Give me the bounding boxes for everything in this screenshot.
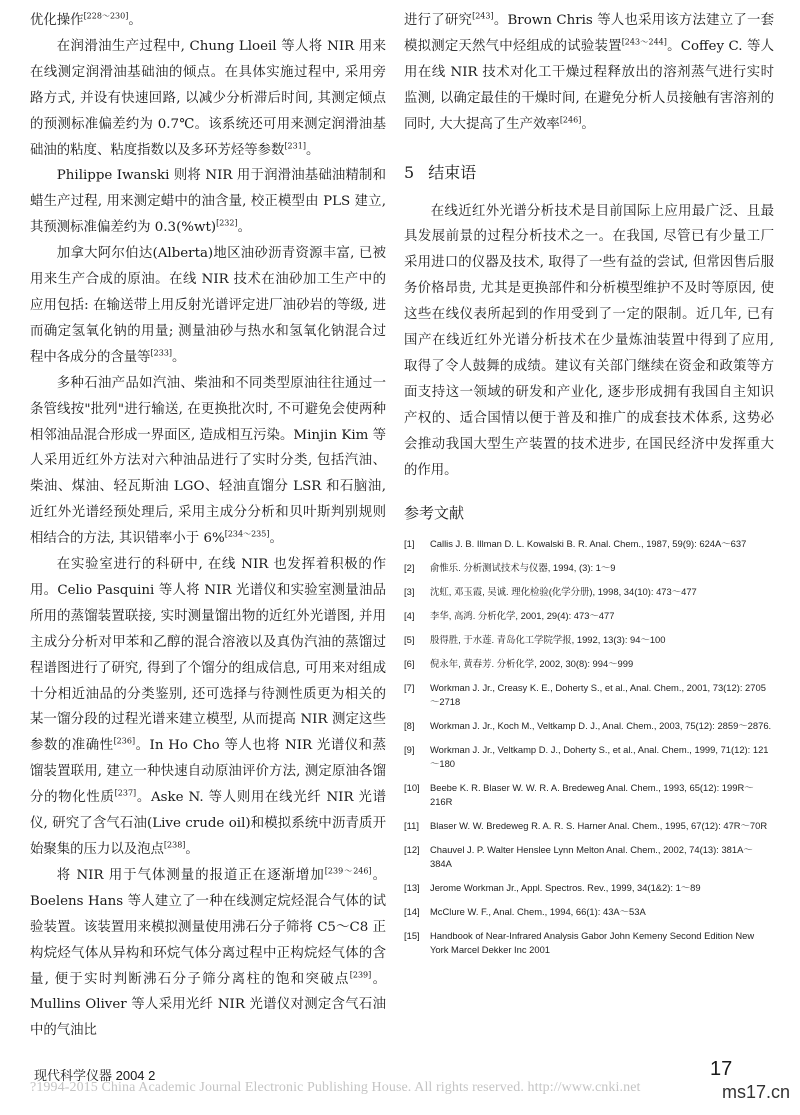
reference-number: [2] [404, 561, 415, 573]
citation-superscript: [237] [114, 788, 137, 798]
reference-text: Beebe K. R. Blaser W. W. R. A. Bredeweg Anal. Chem., 1993, 65(12): 199R～216R [430, 781, 754, 807]
reference-list [404, 537, 774, 957]
paragraph-text: 。 [185, 842, 199, 857]
paragraph-text: 在润滑油生产过程中, Chung Lloeil 等人将 NIR 用来在线测定润滑油基础油的倾点。在具体实施过程中, 采用旁路方式, 并设有快速回路, 以减少分析滞后时间, 其测定倾点的预测标准偏差约为 0.7℃。该系统还可用来测定润滑油基础油的粘度、粘度指数以及多环芳烃等参数 [30, 38, 386, 158]
citation-superscript: [243～244] [621, 37, 667, 47]
citation-superscript: [232] [216, 218, 238, 228]
reference-number: [12] [404, 843, 420, 855]
left-column [30, 8, 386, 1044]
paragraph-text: 。Aske N. 等人则用在线光纤 NIR 光谱仪, 研究了含气石油(Live crude oil)和模拟系统中沥青质开始聚集的压力以及泡点 [30, 790, 387, 857]
reference-number: [1] [404, 537, 415, 549]
reference-number: [11] [404, 819, 419, 831]
right-paragraphs [404, 8, 774, 138]
page-number: 17 [710, 1058, 733, 1080]
paragraph-text: 。 [269, 531, 283, 547]
paragraph-text: 。 [305, 142, 320, 158]
reference-item [404, 537, 774, 551]
reference-number: [15] [404, 929, 420, 941]
paragraph-text: 。In Ho Cho 等人也将 NIR 光谱仪和蒸馏装置联用, 建立一种快速自动原油评价方法, 测定原油各馏分的物化性质 [30, 738, 386, 806]
citation-superscript: [233] [150, 348, 173, 358]
reference-number: [7] [404, 681, 415, 693]
reference-number: [5] [404, 633, 415, 645]
conclusion-paragraph: 在线近红外光谱分析技术是目前国际上应用最广泛、且最具发展前景的过程分析技术之一。在我国, 尽管已有少量工厂采用进口的仪器及技术, 取得了一些有益的尝试, 但常因售后服务价格昂贵, 尤其是更换部件和分析模型维护不及时等原因, 使这些在线仪表所起到的作用受到了一定的限制。近几年, 已有国产在线近红外光谱分析技术在少量炼油装置中得到了应用, 取得了令人鼓舞的成绩。建议有关部门继续在资金和政策等方面支持这一领域的研发和产业化, 逐步形成拥有我国自主知识产权的、适合国情以便于普及和推广的成套技术体系, 这势必会推动我国大型生产装置的技术进步, 在国民经济中发挥重大的作用。 [404, 203, 774, 478]
reference-number: [13] [404, 881, 420, 893]
journal-footer: 现代科学仪器 2004 2 [34, 1068, 156, 1083]
paragraph-text: 。Brown Chris 等人也采用该方法建立了一套模拟测定天然气中烃组成的试验装置 [404, 13, 775, 54]
reference-text: Workman J. Jr., Koch M., Veltkamp D. J., Anal. Chem., 2003, 75(12): 2859～2876. [430, 719, 772, 731]
paragraph-text: 。Coffey C. 等人用在线 NIR 技术对化工干燥过程释放出的溶剂蒸气进行实时监测, 以确定最佳的干燥时间, 在避免分析人员接触有害溶剂的同时, 大大提高了生产效率 [404, 38, 774, 132]
reference-number: [8] [404, 719, 415, 731]
reference-item [404, 681, 774, 709]
paragraph-text: 优化操作 [30, 13, 84, 28]
citation-superscript: [239] [349, 970, 372, 980]
references-heading: 参考文献 [404, 503, 465, 522]
reference-text: Jerome Workman Jr., Appl. Spectros. Rev., 1999, 34(1&2): 1～89 [430, 881, 701, 893]
reference-item [404, 633, 774, 647]
reference-text: 沈虹, 邓玉霞, 吴诚. 理化检验(化学分册), 1998, 34(10): 473～477 [430, 585, 697, 597]
body-paragraph [30, 34, 386, 164]
body-paragraph [404, 8, 774, 138]
reference-number: [4] [404, 609, 415, 621]
paragraph-text: 进行了研究 [404, 13, 473, 28]
right-column [404, 8, 774, 967]
reference-item [404, 929, 774, 957]
paragraph-text: 。Mullins Oliver 等人采用光纤 NIR 光谱仪对测定含气石油中的气油比 [30, 971, 387, 1039]
reference-number: [14] [404, 905, 420, 917]
reference-number: [9] [404, 743, 415, 755]
paragraph-text: 在实验室进行的科研中, 在线 NIR 也发挥着积极的作用。Celio Pasquini 等人将 NIR 光谱仪和实验室测量油品所用的蒸馏装置联接, 实时测量馏出物的近红外光谱图, 并用主成分分析对甲苯和乙醇的混合溶液以及真伪汽油的蒸馏过程谱图进行了研究, 得到了个馏分的组成信息, 可用来对组成十分相近油品的分类鉴别, 还可选择与待测性质更为相关的某一馏分段的过程光谱来建立模型, 从而提高 NIR 测定这些参数的准确性 [30, 557, 386, 754]
citation-superscript: [234～235] [224, 529, 270, 539]
reference-text: 倪永年, 黄春芳. 分析化学, 2002, 30(8): 994～999 [430, 657, 634, 669]
body-paragraph [30, 241, 386, 371]
reference-text: Blaser W. W. Bredeweg R. A. R. S. Harner Anal. Chem., 1995, 67(12): 47R～70R [430, 819, 768, 831]
reference-item [404, 843, 774, 871]
section-heading [404, 160, 774, 183]
reference-text: Handbook of Near-Infrared Analysis Gabor John Kemeny Second Edition New York Marcel Dekker Inc 2001 [430, 929, 755, 955]
citation-superscript: [243] [472, 11, 494, 21]
reference-number: [3] [404, 585, 415, 597]
section-number: 5 [404, 162, 415, 182]
reference-number: [10] [404, 781, 420, 793]
reference-item [404, 819, 774, 833]
paragraph-text: 。 [128, 13, 142, 28]
reference-item [404, 585, 774, 599]
paragraph-text: Philippe Iwanski 则将 NIR 用于润滑油基础油精制和蜡生产过程, 用来测定蜡中的油含量, 校正模型由 PLS 建立, 其预测标准偏差约为 0.3(%wt) [30, 168, 386, 236]
section-title: 结束语 [428, 162, 477, 182]
reference-item [404, 881, 774, 895]
citation-superscript: [228～230] [83, 11, 129, 21]
paragraph-text: 多种石油产品如汽油、柴油和不同类型原油往往通过一条管线按"批列"进行输送, 在更换批次时, 不可避免会使两种相邻油品混合形成一界面区, 造成相互污染。Minjin Kim 等人采用近红外方法对六种油品进行了实时分类, 包括汽油、柴油、煤油、轻瓦斯油 LGO、轻油直馏分 LSR 和石脑油, 近红外光谱经预处理后, 采用主成分分析和贝叶斯判别规则相结合的方法, 其识错率小于 6% [30, 375, 386, 547]
reference-text: McClure W. F., Anal. Chem., 1994, 66(1): 43A～53A [430, 905, 646, 917]
copyright-line: ?1994-2015 China Academic Journal Electronic Publishing House. All rights reserved. http://www.cnki.net [30, 1080, 641, 1095]
body-paragraph [30, 163, 386, 241]
reference-item [404, 905, 774, 919]
reference-item [404, 561, 774, 575]
body-paragraph [30, 371, 386, 552]
reference-text: 李华, 高鸿. 分析化学, 2001, 29(4): 473～477 [430, 609, 615, 621]
reference-text: Callis J. B. Illman D. L. Kowalski B. R. Anal. Chem., 1987, 59(9): 624A～637 [430, 537, 747, 549]
citation-superscript: [231] [284, 141, 306, 151]
body-paragraph [30, 8, 386, 34]
reference-item [404, 657, 774, 671]
paragraph-text: 加拿大阿尔伯达(Alberta)地区油砂沥青资源丰富, 已被用来生产合成的原油。在线 NIR 技术在油砂加工生产中的应用包括: 在输送带上用反射光谱评定进厂油砂岩的等级, 进而确定氢氧化钠的用量; 测量油砂与热水和氢氧化钠混合过程中各成分的含量等 [30, 246, 386, 365]
citation-superscript: [238] [163, 840, 186, 850]
paragraph-text: 。 [172, 349, 186, 365]
paragraph-text: 。 [237, 220, 251, 236]
reference-text: Workman J. Jr., Creasy K. E., Doherty S., et al., Anal. Chem., 2001, 73(12): 2705～2718 [430, 681, 766, 707]
citation-superscript: [239～246] [324, 866, 372, 876]
reference-text: Workman J. Jr., Veltkamp D. J., Doherty S., et al., Anal. Chem., 1999, 71(12): 121～180 [430, 743, 769, 769]
body-paragraph [30, 863, 386, 1044]
paragraph-text: 。Boelens Hans 等人建立了一种在线测定烷烃混合气体的试验装置。该装置用来模拟测量使用沸石分子筛将 C5～C8 正构烷烃气体从异构和环烷气体分离过程中正构烷烃气体的含量, 便于实时判断沸石分子筛分离柱的饱和突破点 [30, 867, 387, 987]
reference-item [404, 719, 774, 733]
citation-superscript: [236] [113, 736, 136, 746]
reference-item [404, 781, 774, 809]
reference-text: 殷得胜, 于水莲. 青岛化工学院学报, 1992, 13(3): 94～100 [430, 633, 666, 645]
paragraph-text: 将 NIR 用于气体测量的报道正在逐渐增加 [56, 867, 325, 883]
paragraph-text: 。 [581, 116, 595, 132]
body-paragraph [30, 552, 386, 863]
reference-text: Chauvel J. P. Walter Henslee Lynn Melton Anal. Chem., 2002, 74(13): 381A～384A [430, 843, 753, 869]
citation-superscript: [246] [559, 115, 582, 125]
reference-item [404, 609, 774, 623]
reference-text: 俞惟乐. 分析测试技术与仪器, 1994, (3): 1～9 [430, 561, 616, 573]
reference-number: [6] [404, 657, 415, 669]
watermark: ms17.cn [722, 1082, 791, 1102]
reference-item [404, 743, 774, 771]
